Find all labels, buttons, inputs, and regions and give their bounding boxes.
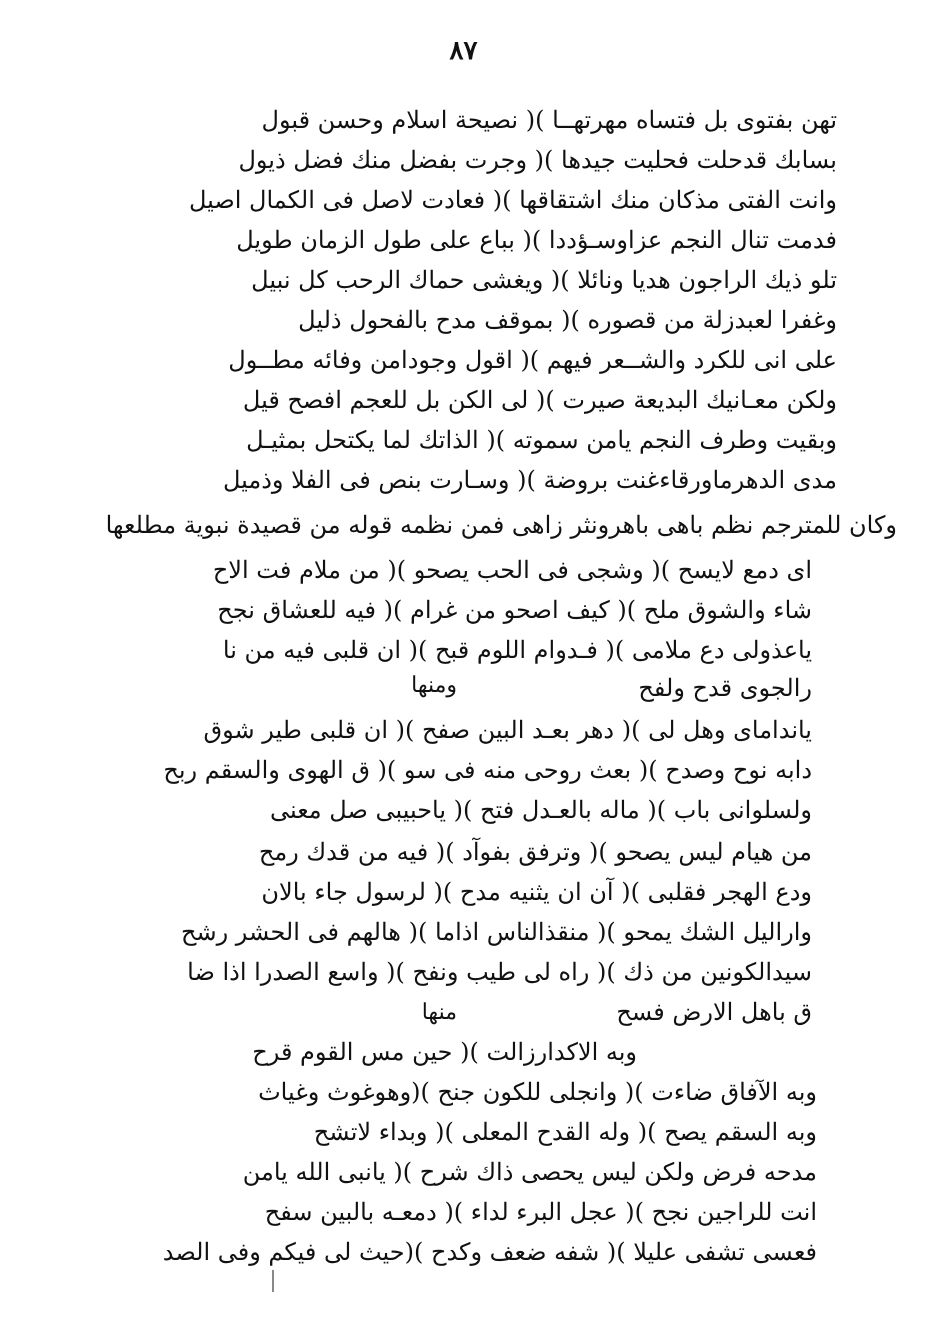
poem-line: بسابك قدحلت فحليت جيدها )( وجرت بفضل منك فضل ذيول [238, 146, 837, 174]
section-label-minha: منها [421, 1000, 457, 1025]
poem-line: ولكن معـانيك البديعة صيرت )( لى الكن بل للعجم افصح قيل [242, 386, 837, 414]
qasida-line: انت للراجين نجح )( عجل البرء لداء )( دمعـه بالبين سفح [264, 1198, 817, 1226]
margin-mark [272, 1270, 274, 1292]
qasida-line: رالجوى قدح ولفح [638, 674, 812, 702]
qasida-line: ودع الهجر فقلبى )( آن ان يثنيه مدح )( لرسول جاء بالان [261, 878, 812, 906]
section-label-minha: ومنها [411, 673, 457, 698]
poem-line: على انى للكرد والشــعر فيهم )( اقول وجودامن وفائه مطــول [228, 346, 837, 374]
poem-line: فدمت تنال النجم عزاوسـؤددا )( بباع على طول الزمان طويل [236, 226, 837, 254]
qasida-line: من هيام ليس يصحو )( وترفق بفوآد )( فيه من قدك رمح [258, 838, 812, 866]
qasida-line: دابه نوح وصدح )( بعث روحى منه فى سو )( ق الهوى والسقم ربح [163, 756, 812, 784]
qasida-line: ق باهل الارض فسح [616, 998, 812, 1026]
qasida-line: وبه الاكدارزالت )( حين مس القوم قرح [252, 1038, 637, 1066]
qasida-line: اى دمع لايسح )( وشجى فى الحب يصحو )( من ملام فت الاح [212, 556, 812, 584]
qasida-line: وبه السقم يصح )( وله القدح المعلى )( وبداء لاتشح [313, 1118, 817, 1146]
poem-line: تهن بفتوى بل فتساه مهرتهــا )( نصيحة اسلام وحسن قبول [261, 106, 837, 134]
qasida-line: واراليل الشك يمحو )( منقذالناس اذاما )( هالهم فى الحشر رشح [180, 918, 812, 946]
poem-line: وبقيت وطرف النجم يامن سموته )( الذاتك لما يكتحل بمثيـل [246, 426, 837, 454]
qasida-line: يانداماى وهل لى )( دهر بعـد البين صفح )( ان قلبى طير شوق [203, 716, 812, 744]
qasida-line: ياعذولى دع ملامى )( فـدوام اللوم قبح )( ان قلبى فيه من نا [222, 636, 812, 664]
qasida-line: ولسلوانى باب )( ماله بالعـدل فتح )( ياحبيبى صل معنى [269, 796, 812, 824]
qasida-line: سيدالكونين من ذك )( راه لى طيب ونفح )( واسع الصدرا اذا ضا [187, 958, 812, 986]
poem-line: وغفرا لعبدزلة من قصوره )( بموقف مدح بالفحول ذليل [298, 306, 837, 334]
poem-line: وانت الفتى مذكان منك اشتقاقها )( فعادت لاصل فى الكمال اصيل [188, 186, 837, 214]
qasida-line: مدحه فرض ولكن ليس يحصى ذاك شرح )( يانبى الله يامن [242, 1158, 817, 1186]
qasida-line: شاء والشوق ملح )( كيف اصحو من غرام )( فيه للعشاق نجح [217, 596, 812, 624]
poem-line: تلو ذيك الراجون هديا ونائلا )( ويغشى حماك الرحب كل نبيل [251, 266, 837, 294]
page-number: ٨٧ [449, 36, 478, 66]
poem-line: مدى الدهرماورقاءغنت بروضة )( وسـارت بنص فى الفلا وذميل [222, 466, 837, 494]
qasida-line: فعسى تشفى عليلا )( شفه ضعف وكدح )(حيث لى فيكم وفى الصد [162, 1238, 817, 1266]
section-heading: وكان للمترجم نظم باهى باهرونثر زاهى فمن نظمه قوله من قصيدة نبوية مطلعها [105, 511, 897, 539]
qasida-line: وبه الآفاق ضاءت )( وانجلى للكون جنح )(وهوغوث وغياث [258, 1078, 817, 1106]
